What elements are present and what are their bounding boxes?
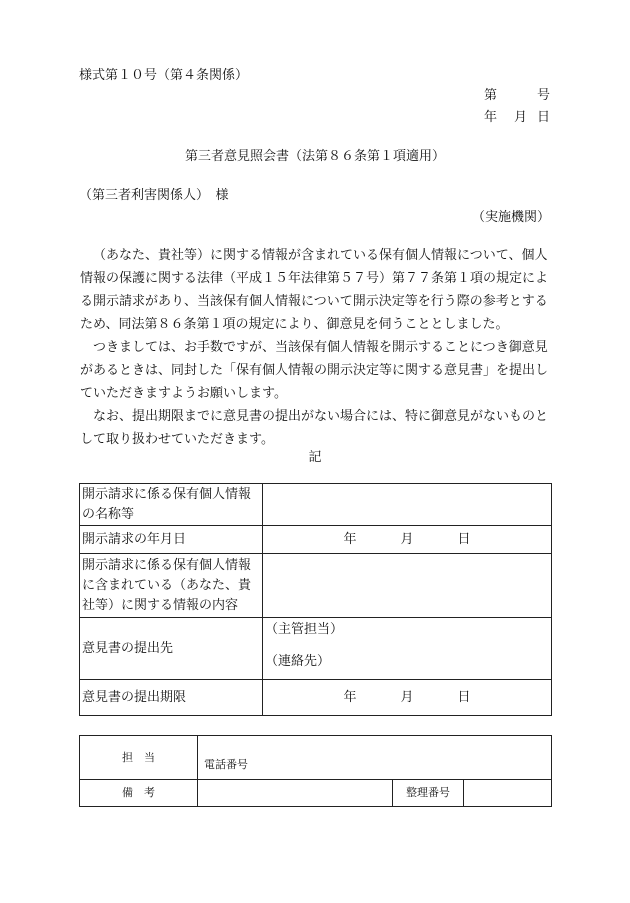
ymd-month: 月 — [400, 689, 414, 705]
row-label-request-date: 開示請求の年月日 — [80, 526, 263, 554]
cell-biko: 備 考 — [80, 780, 198, 807]
body-paragraph-1: （あなた、貴社等）に関する情報が含まれている保有個人情報について、個人情報の保護に関する法律（平成１５年法律第５７号）第７７条第１項の規定による開示請求があり、当該保有個人情報について開示決定等を行う際の参考とするため、同法第８６条第１項の規定により、御意見を伺うこととしました。 — [80, 248, 549, 332]
row-label-info-name: 開示請求に係る保有個人情報の名称等 — [80, 484, 263, 526]
row-label-deadline: 意見書の提出期限 — [80, 680, 263, 716]
ymd-year: 年 — [343, 531, 357, 547]
date-year: 年 — [484, 110, 498, 125]
body-paragraph-2: つきましては、お手数ですが、当該保有個人情報を開示することにつき御意見があるときは、同封した「保有個人情報の開示決定等に関する意見書」を提出していただきますようお願いします。 — [80, 340, 549, 401]
table-row — [80, 736, 552, 780]
row-value-deadline — [263, 680, 552, 716]
table-row — [80, 680, 552, 716]
document-title: 第三者意見照会書（法第８６条第１項適用） — [184, 149, 445, 164]
row-value-info-name — [263, 484, 552, 526]
ymd-year: 年 — [343, 689, 357, 705]
table-row — [80, 554, 552, 618]
cell-phone: 電話番号 — [198, 736, 552, 780]
form-number: 様式第１０号（第４条関係） — [79, 68, 249, 83]
ki-heading: 記 — [308, 450, 322, 465]
request-info-table — [79, 483, 552, 716]
table-row — [80, 618, 552, 680]
row-label-info-content: 開示請求に係る保有個人情報に含まれている（あなた、貴社等）に関する情報の内容 — [80, 554, 263, 618]
office-use-table — [79, 735, 552, 807]
table-row — [80, 526, 552, 554]
row-value-request-date — [263, 526, 552, 554]
contact-info-label: （連絡先） — [265, 654, 331, 669]
addressee: （第三者利害関係人） 様 — [79, 188, 229, 203]
document-number-suffix: 号 — [537, 88, 551, 103]
body-text — [80, 244, 550, 451]
table-row — [80, 484, 552, 526]
row-label-submission-to: 意見書の提出先 — [80, 618, 263, 680]
table-row — [80, 780, 552, 807]
cell-biko-value — [198, 780, 393, 807]
ymd-day: 日 — [457, 689, 471, 705]
ymd-month: 月 — [400, 531, 414, 547]
body-paragraph-3: なお、提出期限までに意見書の提出がない場合には、特に御意見がないものとして取り扱わせていただきます。 — [80, 409, 549, 447]
ymd-day: 日 — [457, 531, 471, 547]
document-number-prefix: 第 — [484, 88, 498, 103]
main-contact-label: （主管担当） — [265, 622, 344, 637]
cell-tanto: 担 当 — [80, 736, 198, 780]
date-month: 月 — [514, 110, 528, 125]
row-value-info-content — [263, 554, 552, 618]
date-day: 日 — [537, 110, 551, 125]
cell-seiri: 整理番号 — [393, 780, 464, 807]
row-value-submission-to — [263, 618, 552, 680]
implementing-agency: （実施機関） — [471, 210, 550, 225]
cell-seiri-value — [464, 780, 552, 807]
